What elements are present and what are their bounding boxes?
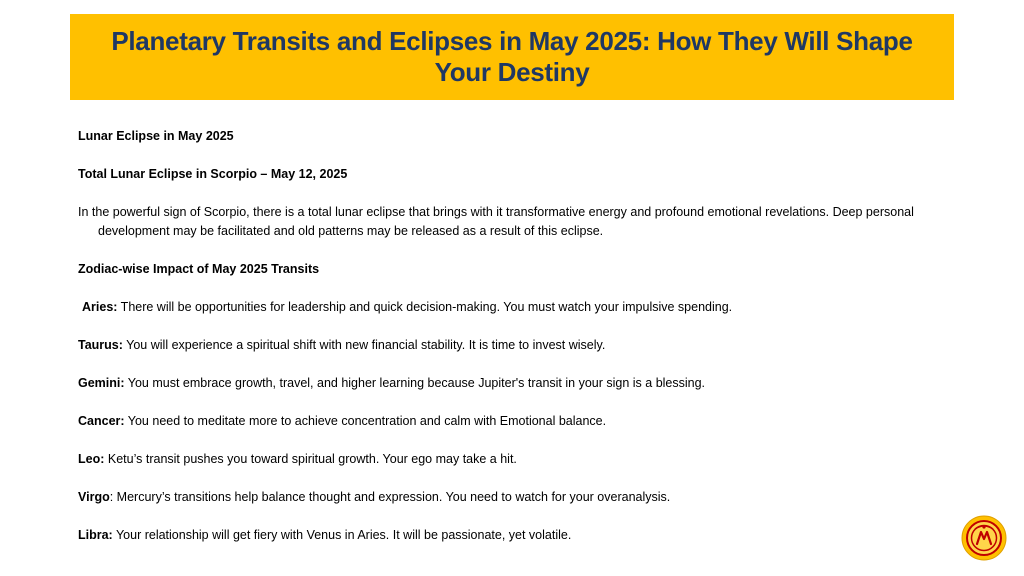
content-body [78, 127, 938, 564]
sign-label: Gemini: [78, 376, 125, 390]
title-banner [70, 14, 954, 100]
sign-text: : Mercury’s transitions help balance thought and expression. You need to watch for your overanalysis. [109, 490, 671, 504]
astrology-logo-icon [961, 515, 1007, 561]
sign-text: You will experience a spiritual shift with new financial stability. It is time to invest wisely. [122, 338, 606, 352]
sign-virgo [78, 488, 938, 507]
sign-label: Libra: [78, 528, 113, 542]
sign-label: Virgo [78, 490, 110, 504]
page-title: Planetary Transits and Eclipses in May 2025: How They Will Shape Your Destiny [111, 26, 913, 87]
sign-label: Taurus: [78, 338, 123, 352]
sign-text: Ketu’s transit pushes you toward spiritual growth. Your ego may take a hit. [104, 452, 517, 466]
sign-text: There will be opportunities for leadership and quick decision-making. You must watch your impulsive spending. [117, 300, 733, 314]
sign-leo [78, 450, 938, 469]
sign-label: Aries: [82, 300, 118, 314]
sign-taurus [78, 336, 938, 355]
sign-aries [78, 298, 938, 317]
eclipse-subheading: Total Lunar Eclipse in Scorpio – May 12, 2025 [78, 167, 348, 181]
sign-libra [78, 526, 938, 545]
sign-gemini [78, 374, 938, 393]
sign-text: You need to meditate more to achieve concentration and calm with Emotional balance. [124, 414, 607, 428]
sign-text: Your relationship will get fiery with Venus in Aries. It will be passionate, yet volatile. [112, 528, 572, 542]
sign-text: You must embrace growth, travel, and higher learning because Jupiter's transit in your sign is a blessing. [124, 376, 706, 390]
sign-label: Cancer: [78, 414, 125, 428]
eclipse-description: In the powerful sign of Scorpio, there is a total lunar eclipse that brings with it transformative energy and profound emotional revelations. Deep personal development may be facilitated and old patterns may be released as a result of this eclipse. [78, 205, 914, 238]
zodiac-heading: Zodiac-wise Impact of May 2025 Transits [78, 262, 320, 276]
lunar-eclipse-heading: Lunar Eclipse in May 2025 [78, 129, 234, 143]
sign-label: Leo: [78, 452, 105, 466]
sign-cancer [78, 412, 938, 431]
